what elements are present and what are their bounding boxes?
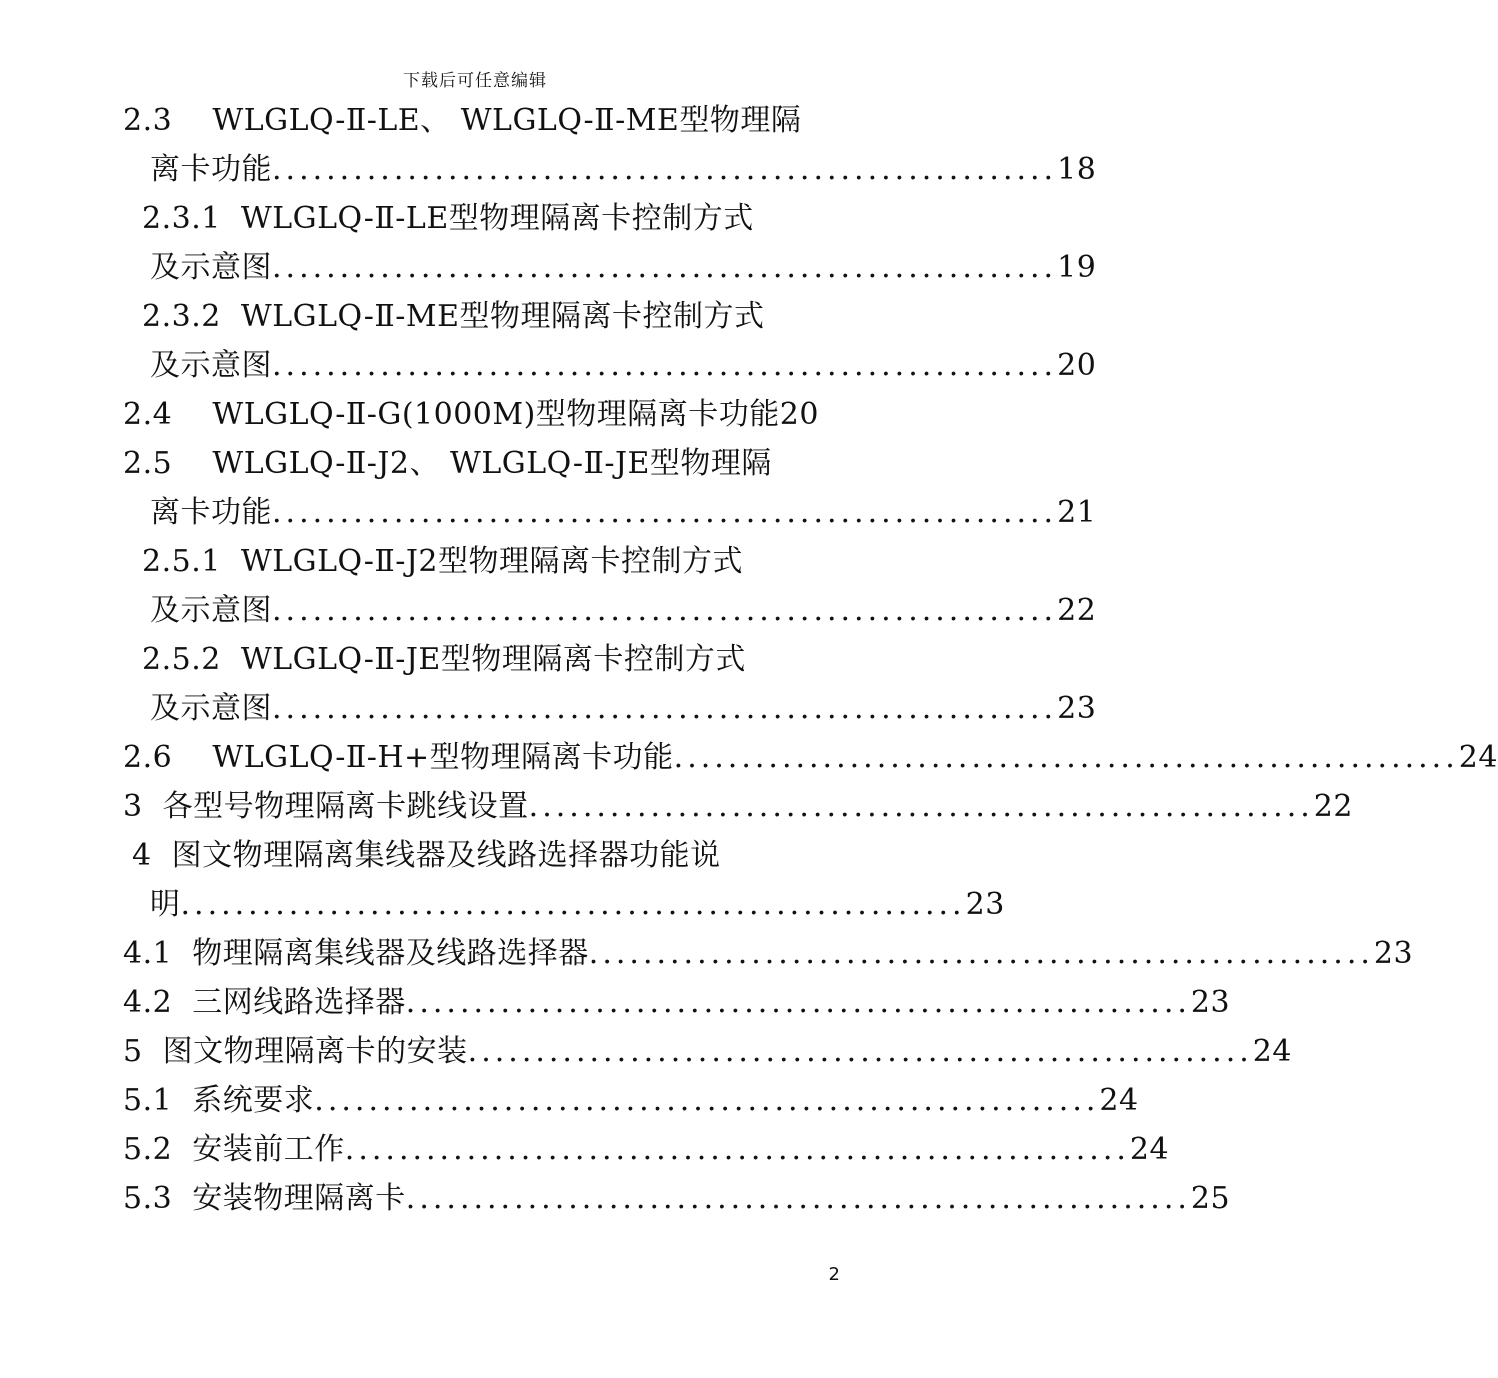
toc-page-number: 24 — [1129, 1132, 1170, 1167]
toc-page-number: 22 — [1057, 593, 1097, 628]
toc-leader-dots: .......................................................... — [344, 1132, 1130, 1167]
toc-page-number: 24 — [1099, 1083, 1139, 1118]
toc-entry-2-5-1[interactable] — [142, 537, 808, 586]
toc-entry-2-5-2[interactable] — [142, 635, 808, 684]
toc-leader-dots: .......................................................... — [272, 152, 1058, 187]
toc-entry-2-6[interactable] — [123, 733, 1498, 782]
toc-leader-dots: .......................................................... — [272, 348, 1058, 383]
toc-leader-dots: .......................................................... — [272, 593, 1058, 628]
toc-entry-text: 2.5 WLGLQ-Ⅱ-J2、 WLGLQ-Ⅱ-JE型物理隔 — [123, 446, 772, 481]
toc-leader-dots: .......................................................... — [588, 936, 1374, 971]
toc-page-number: 22 — [1313, 789, 1353, 824]
toc-page-number: 23 — [1190, 985, 1231, 1020]
toc-leader-dots: .......................................................... — [673, 740, 1459, 775]
toc-entry-text: 2.6 WLGLQ-Ⅱ-H+型物理隔离卡功能 — [123, 740, 674, 775]
toc-leader-dots: .......................................................... — [272, 691, 1058, 726]
toc-entry-text: 2.5.1 WLGLQ-Ⅱ-J2型物理隔离卡控制方式 — [142, 544, 744, 579]
toc-entry-2-5-1-cont[interactable] — [150, 586, 1097, 635]
toc-entry-4[interactable] — [132, 831, 808, 880]
toc-entry-4-cont[interactable] — [150, 880, 1005, 929]
toc-entry-text: 5.1 系统要求 — [123, 1083, 315, 1118]
toc-entry-text: 及示意图 — [150, 250, 272, 285]
page-number: 2 — [828, 1264, 840, 1285]
toc-entry-text: 及示意图 — [150, 348, 272, 383]
toc-leader-dots: .......................................................... — [405, 1181, 1191, 1216]
toc-page-number: 23 — [1057, 691, 1097, 726]
toc-entry-4-1[interactable] — [123, 929, 1414, 978]
toc-page-number: 18 — [1057, 152, 1097, 187]
toc-leader-dots: .......................................................... — [467, 1034, 1253, 1069]
toc-entry-text: 离卡功能 — [150, 152, 272, 187]
toc-entry-2-3-2[interactable] — [142, 292, 808, 341]
toc-entry-text: 2.5.2 WLGLQ-Ⅱ-JE型物理隔离卡控制方式 — [142, 642, 746, 677]
toc-leader-dots: .......................................................... — [528, 789, 1314, 824]
toc-entry-text: 5.3 安装物理隔离卡 — [123, 1181, 406, 1216]
toc-entry-text: 2.3.1 WLGLQ-Ⅱ-LE型物理隔离卡控制方式 — [142, 201, 754, 236]
toc-entry-text: 明 — [150, 887, 181, 922]
toc-page-number: 20 — [1057, 348, 1097, 383]
toc-entry-text: 2.4 WLGLQ-Ⅱ-G(1000M)型物理隔离卡功能20 — [123, 397, 819, 432]
toc-entry-text: 4.2 三网线路选择器 — [123, 985, 406, 1020]
toc-entry-text: 4.1 物理隔离集线器及线路选择器 — [123, 936, 589, 971]
toc-entry-5[interactable] — [123, 1027, 1292, 1076]
toc-entry-text: 5 图文物理隔离卡的安装 — [123, 1034, 468, 1069]
toc-entry-2-4[interactable] — [123, 390, 835, 439]
page-header: 下载后可任意编辑 — [403, 71, 547, 91]
toc-entry-text: 3 各型号物理隔离卡跳线设置 — [123, 789, 529, 824]
toc-entry-text: 5.2 安装前工作 — [123, 1132, 345, 1167]
toc-entry-2-3-1[interactable] — [142, 194, 808, 243]
toc-leader-dots: .......................................................... — [180, 887, 966, 922]
toc-entry-text: 及示意图 — [150, 593, 272, 628]
toc-entry-2-5-2-cont[interactable] — [150, 684, 1097, 733]
toc-leader-dots: .......................................................... — [314, 1083, 1100, 1118]
toc-entry-text: 及示意图 — [150, 691, 272, 726]
toc-entry-5-1[interactable] — [123, 1076, 1139, 1125]
toc-page-number: 23 — [1373, 936, 1414, 971]
toc-page-number: 23 — [965, 887, 1005, 922]
toc-entry-text: 2.3 WLGLQ-Ⅱ-LE、 WLGLQ-Ⅱ-ME型物理隔 — [123, 103, 802, 138]
toc-entry-2-5[interactable] — [123, 439, 808, 488]
toc-entry-4-2[interactable] — [123, 978, 1231, 1027]
toc-entry-2-3-1-cont[interactable] — [150, 243, 1097, 292]
toc-page-number: 24 — [1458, 740, 1498, 775]
toc-entry-5-3[interactable] — [123, 1174, 1231, 1223]
toc-entry-text: 离卡功能 — [150, 495, 272, 530]
toc-entry-2-5-cont[interactable] — [150, 488, 1097, 537]
toc-page-number: 21 — [1057, 495, 1097, 530]
toc-leader-dots: .......................................................... — [272, 250, 1058, 285]
toc-entry-2-3[interactable] — [123, 96, 808, 145]
toc-entry-text: 4 图文物理隔离集线器及线路选择器功能说 — [132, 838, 721, 873]
toc-entry-5-2[interactable] — [123, 1125, 1170, 1174]
toc-entry-3[interactable] — [123, 782, 1353, 831]
toc-leader-dots: .......................................................... — [405, 985, 1191, 1020]
toc-entry-text: 2.3.2 WLGLQ-Ⅱ-ME型物理隔离卡控制方式 — [142, 299, 765, 334]
toc-entry-2-3-2-cont[interactable] — [150, 341, 1097, 390]
toc-page-number: 24 — [1252, 1034, 1292, 1069]
toc-entry-2-3-cont[interactable] — [150, 145, 1097, 194]
toc-page-number: 25 — [1190, 1181, 1231, 1216]
toc-leader-dots: .......................................................... — [272, 495, 1058, 530]
toc-page-number: 19 — [1057, 250, 1097, 285]
